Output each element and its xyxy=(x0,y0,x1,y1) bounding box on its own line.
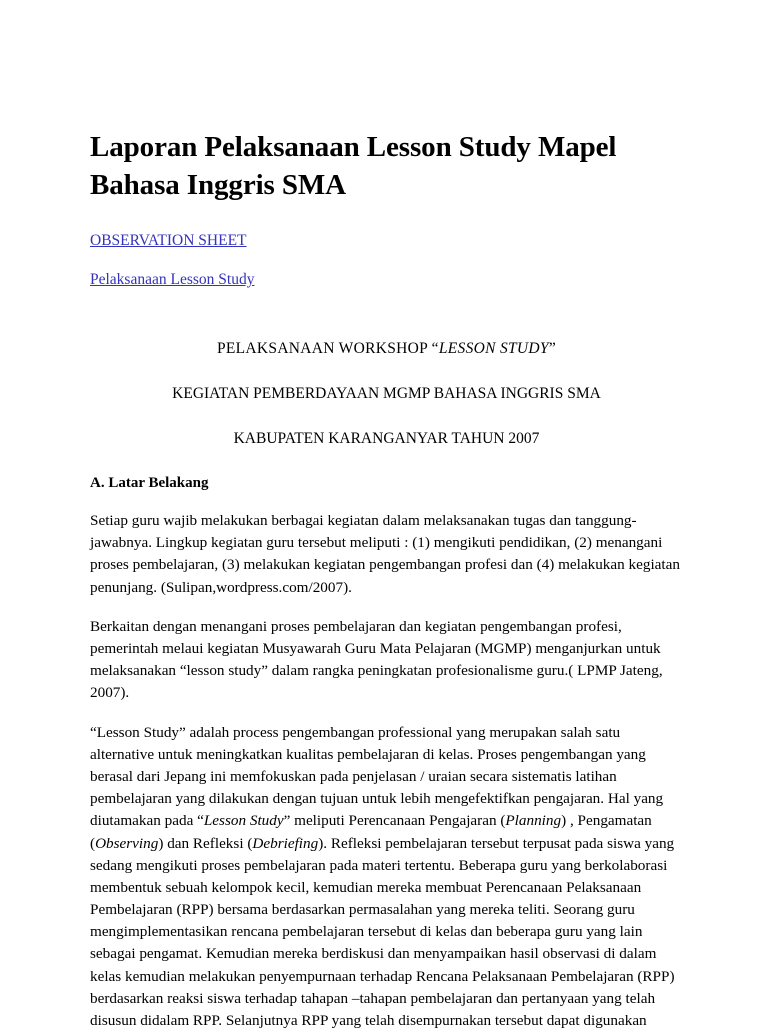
p3-segment-5: ). Refleksi pembelajaran tersebut terpusat pada siswa yang sedang mengikuti proses pembelajaran pada materi tertentu. Beberapa guru yang berkolaborasi membentuk sebuah kelompok kecil, kemudian mereka membuat Perencanaan Pelaksanaan Pembelajaran (RPP) bersama berdasarkan permasalahan yang mereka teliti. Seorang guru mengimplementasikan rencana pembelajaran tersebut di kelas dan beberapa guru yang lain sebagai pengamat. Kemudian mereka berdiskusi dan menyampaikan hasil observasi di dalam kelas kemudian melakukan penyempurnaan terhadap Rencana Pelaksanaan Pembelajaran (RPP) berdasarkan reaksi siswa terhadap tahapan –tahapan pembelajaran dan pertanyaan yang telah disusun didalam RPP. Selanjutnya RPP yang telah disempurnakan tersebut dapat digunakan xyxy=(90,834,675,1030)
heading-italic-lesson-study: LESSON STUDY xyxy=(438,339,549,357)
link-line-pelaksanaan-lesson-study xyxy=(90,270,683,290)
p3-italic-observing: Observing xyxy=(95,834,159,852)
page-title: Laporan Pelaksanaan Lesson Study Mapel Bahasa Inggris SMA xyxy=(90,131,617,202)
centered-heading-block xyxy=(90,339,683,450)
centered-heading-workshop xyxy=(90,339,683,360)
section-heading-latar-belakang: A. Latar Belakang xyxy=(90,474,209,491)
p3-italic-planning: Planning xyxy=(505,812,562,830)
spacer xyxy=(90,309,683,339)
p3-italic-debriefing: Debriefing xyxy=(252,834,319,852)
link-line-observation-sheet xyxy=(90,231,683,251)
centered-heading-kabupaten: KABUPATEN KARANGANYAR TAHUN 2007 xyxy=(233,429,540,447)
p3-italic-lesson-study: Lesson Study xyxy=(203,812,284,830)
p3-segment-4: ) dan Refleksi ( xyxy=(158,834,253,852)
p3-segment-3: ) , Pengamatan ( xyxy=(90,812,652,852)
quote-close: ” xyxy=(548,339,557,357)
p3-segment-2: ” meliputi Perencanaan Pengajaran ( xyxy=(283,812,506,830)
link-pelaksanaan-lesson-study[interactable]: Pelaksanaan Lesson Study xyxy=(90,270,255,288)
link-observation-sheet[interactable]: OBSERVATION SHEET xyxy=(90,231,247,249)
quote-open: “ xyxy=(431,339,439,357)
paragraph-1: Setiap guru wajib melakukan berbagai kegiatan dalam melaksanakan tugas dan tanggung-jawabnya. Lingkup kegiatan guru tersebut meliputi : (1) mengikuti pendidikan, (2) menangani proses pembelajaran, (3) melakukan kegiatan pengembangan profesi dan (4) melakukan kegiatan penunjang. (Sulipan,wordpress.com/2007). xyxy=(90,512,680,596)
heading-prefix: PELAKSANAAN WORKSHOP xyxy=(216,339,432,357)
paragraph-2: Berkaitan dengan menangani proses pembelajaran dan kegiatan pengembangan profesi, pemerintah melaui kegiatan Musyawarah Guru Mata Pelajaran (MGMP) menganjurkan untuk melaksanakan “lesson study” dalam rangka peningkatan profesionalisme guru.( LPMP Jateng, 2007). xyxy=(90,617,663,702)
centered-heading-kegiatan: KEGIATAN PEMBERDAYAAN MGMP BAHASA INGGRIS SMA xyxy=(172,384,601,402)
p3-segment-1: “Lesson Study” adalah process pengembangan professional yang merupakan salah satu alternative untuk meningkatkan kualitas pembelajaran di kelas. Proses pengembangan yang berasal dari Jepang ini memfokuskan pada penjelasan / uraian secara sistematis latihan pembelajaran yang dilakukan dengan tujuan untuk lebih mengefektifkan pengajaran. Hal yang diutamakan pada “ xyxy=(90,723,664,830)
paragraph-3 xyxy=(90,722,683,1032)
